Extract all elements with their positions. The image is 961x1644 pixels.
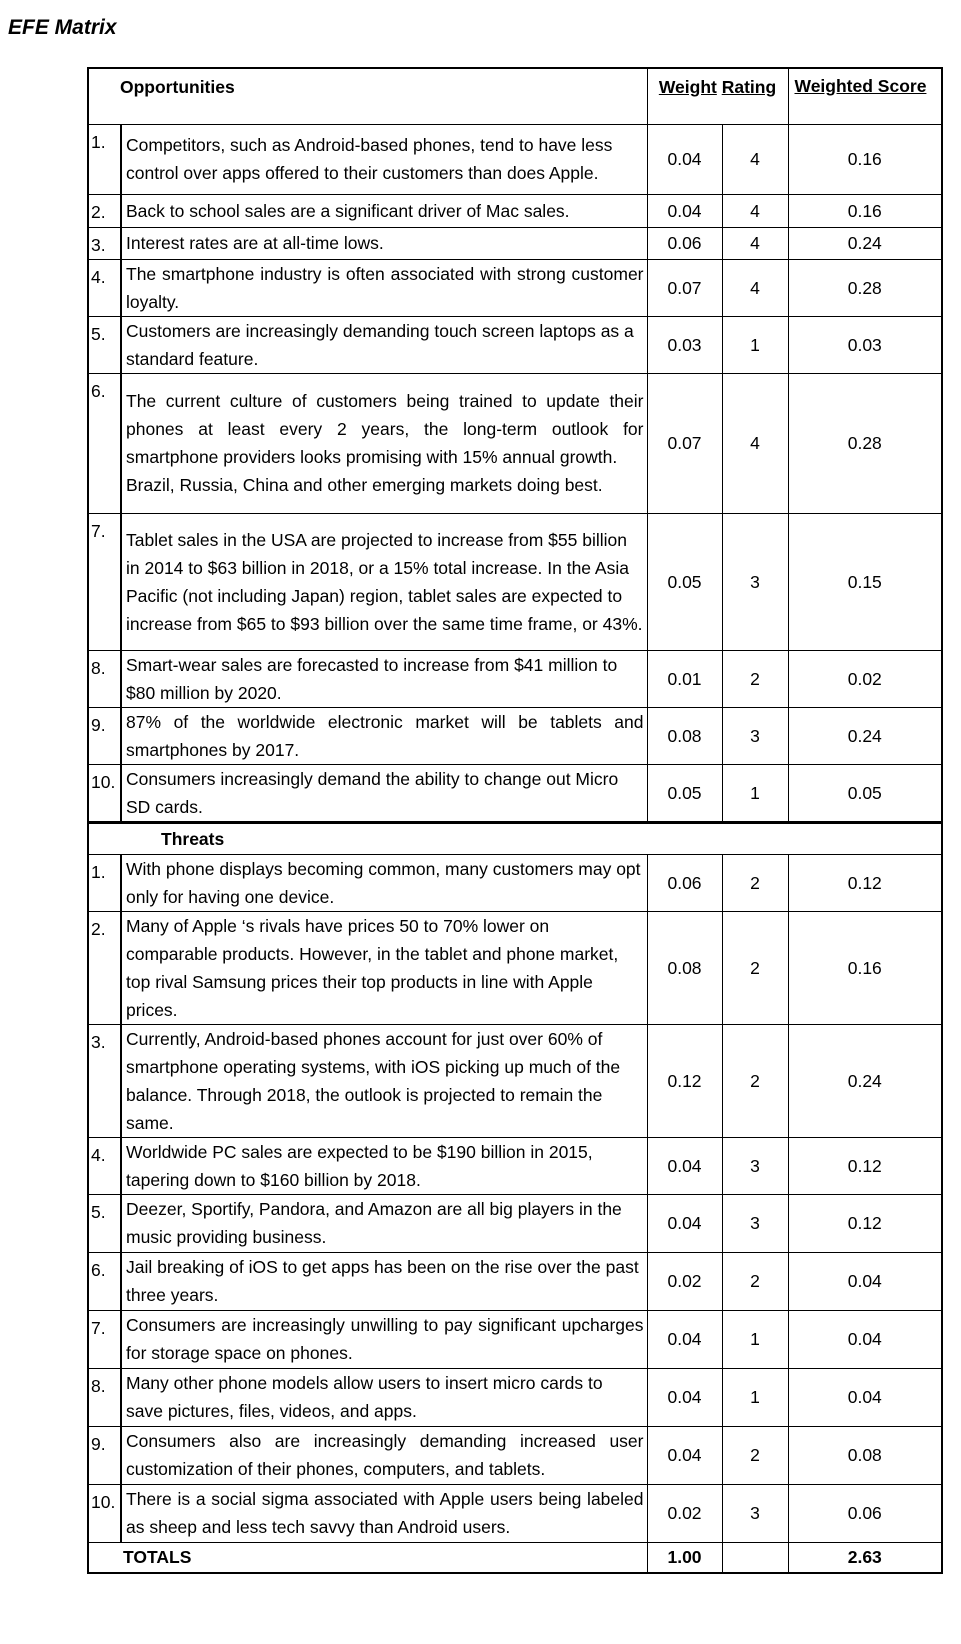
opportunity-weighted-score: 0.16 [788,124,942,194]
opportunity-rating: 4 [722,227,788,259]
threat-row [88,1194,942,1252]
opportunity-description [121,316,647,373]
threat-row [88,1137,942,1194]
threat-rating: 3 [722,1194,788,1252]
opportunity-text: Consumers increasingly demand the ability to change out Micro SD cards. [126,768,619,817]
threat-weight: 0.04 [647,1310,722,1368]
threat-number: 6. [88,1252,121,1310]
threat-description [121,911,647,1024]
opportunity-description [121,764,647,822]
threat-weight: 0.08 [647,911,722,1024]
opportunity-number: 5. [88,316,121,373]
threat-weight: 0.06 [647,854,722,911]
threat-weighted-score: 0.24 [788,1024,942,1137]
opportunity-rating: 4 [722,194,788,227]
threat-description [121,1194,647,1252]
opportunity-weight: 0.01 [647,650,722,707]
opportunity-description [121,650,647,707]
opportunity-weight: 0.07 [647,259,722,316]
opportunity-description [121,513,647,650]
threat-description [121,854,647,911]
efe-matrix-table [87,67,943,1574]
opportunity-rating: 1 [722,764,788,822]
opportunity-number: 3. [88,227,121,259]
threats-header [88,822,942,854]
opportunity-rating: 2 [722,650,788,707]
weight-label: Weight [658,77,717,97]
opportunities-header [88,68,647,124]
opportunity-weight: 0.08 [647,707,722,764]
opportunity-rating: 4 [722,259,788,316]
threat-rating: 1 [722,1368,788,1426]
threat-number: 9. [88,1426,121,1484]
threat-text: Many of Apple ‘s rivals have prices 50 to 70% lower on comparable products. However, in the tablet and phone market, top rival Samsung prices their top products in line with Apple prices. [126,915,619,1020]
rating-label: Rating [721,77,777,97]
threat-weighted-score: 0.12 [788,1194,942,1252]
opportunity-weight: 0.04 [647,194,722,227]
threat-row [88,1024,942,1137]
opportunity-row [88,194,942,227]
opportunity-weighted-score: 0.24 [788,227,942,259]
opportunity-weighted-score: 0.28 [788,373,942,513]
threat-description [121,1024,647,1137]
threat-text: There is a social sigma associated with Apple users being labeled as sheep and less tech savvy than Android users. [126,1489,644,1537]
threat-text: Many other phone models allow users to insert micro cards to save pictures, files, videos, and apps. [126,1373,603,1421]
threats-label: Threats [161,828,225,849]
opportunity-row [88,259,942,316]
threat-description [121,1137,647,1194]
threat-text: Currently, Android-based phones account for just over 60% of smartphone operating systems, with iOS picking up much of the balance. Through 2018, the outlook is projected to remain the same. [126,1028,621,1133]
threat-description [121,1484,647,1542]
opportunity-text: Competitors, such as Android-based phones, tend to have less control over apps offered to their customers than does Apple. [126,135,613,183]
opportunity-weight: 0.05 [647,513,722,650]
opportunity-description [121,227,647,259]
threat-weight: 0.04 [647,1368,722,1426]
opportunity-number: 2. [88,194,121,227]
threat-weighted-score: 0.06 [788,1484,942,1542]
threats-header-row [88,822,942,854]
threat-weighted-score: 0.04 [788,1310,942,1368]
opportunity-weighted-score: 0.16 [788,194,942,227]
threat-text: Deezer, Sportify, Pandora, and Amazon are all big players in the music providing business. [126,1199,622,1247]
header-row [88,68,942,124]
threat-text: Consumers also are increasingly demanding increased user customization of their phones, computers, and tablets. [126,1431,644,1479]
threat-weight: 0.12 [647,1024,722,1137]
threat-rating: 2 [722,911,788,1024]
threat-number: 1. [88,854,121,911]
opportunity-row [88,227,942,259]
threat-number: 3. [88,1024,121,1137]
threat-text: Jail breaking of iOS to get apps has been on the rise over the past three years. [126,1257,639,1305]
threat-number: 10. [88,1484,121,1542]
opportunity-text: The current culture of customers being trained to update their phones at least every 2 years, the long-term outlook for smartphone providers looks promising with 15% annual growth. [126,391,644,467]
threat-text: With phone displays becoming common, many customers may opt only for having one device. [126,858,641,907]
threat-weighted-score: 0.12 [788,854,942,911]
threat-weighted-score: 0.08 [788,1426,942,1484]
opportunity-description [121,194,647,227]
threat-row [88,1252,942,1310]
threat-description [121,1368,647,1426]
threat-row [88,911,942,1024]
weighted-score-header [788,68,942,124]
threat-weighted-score: 0.16 [788,911,942,1024]
opportunity-text: Smart-wear sales are forecasted to increase from $41 million to $80 million by 2020. [126,654,618,703]
threat-weight: 0.02 [647,1484,722,1542]
opportunity-number: 4. [88,259,121,316]
opportunity-description [121,124,647,194]
threat-rating: 3 [722,1137,788,1194]
opportunity-row [88,316,942,373]
opportunity-number: 6. [88,373,121,513]
opportunity-text: Tablet sales in the USA are projected to increase from $55 billion in 2014 to $63 billion in 2018, or a 15% total increase. In the Asia Pacific (not including Japan) region, tablet sales are expected to increase from $65 to $93 billion over the same time frame, or 43%. [126,529,643,634]
opportunity-description [121,259,647,316]
opportunity-weight: 0.04 [647,124,722,194]
threat-row [88,1484,942,1542]
threat-description [121,1252,647,1310]
threat-number: 4. [88,1137,121,1194]
threat-number: 7. [88,1310,121,1368]
opportunity-text: Back to school sales are a significant driver of Mac sales. [126,200,570,221]
threat-description [121,1426,647,1484]
page-title: EFE Matrix [8,16,117,39]
opportunity-rating: 4 [722,124,788,194]
opportunity-weight: 0.03 [647,316,722,373]
opportunity-rating: 3 [722,707,788,764]
opportunity-row [88,650,942,707]
opportunity-weighted-score: 0.28 [788,259,942,316]
opportunity-rating: 3 [722,513,788,650]
opportunity-row [88,373,942,513]
opportunity-weighted-score: 0.02 [788,650,942,707]
opportunity-weighted-score: 0.03 [788,316,942,373]
threat-number: 5. [88,1194,121,1252]
opportunity-weighted-score: 0.24 [788,707,942,764]
threat-weighted-score: 0.04 [788,1368,942,1426]
opportunity-text-extra: Brazil, Russia, China and other emerging markets doing best. [126,475,603,495]
threat-weight: 0.02 [647,1252,722,1310]
opportunity-number: 7. [88,513,121,650]
opportunity-text: Interest rates are at all-time lows. [126,233,384,253]
totals-label: TOTALS [88,1542,647,1573]
threat-description [121,1310,647,1368]
opportunity-weighted-score: 0.15 [788,513,942,650]
threat-weighted-score: 0.04 [788,1252,942,1310]
opportunity-description [121,707,647,764]
opportunity-number: 10. [88,764,121,822]
threat-text: Consumers are increasingly unwilling to pay significant upcharges for storage space on phones. [126,1315,644,1363]
opportunity-weight: 0.06 [647,227,722,259]
opportunity-text: 87% of the worldwide electronic market will be tablets and smartphones by 2017. [126,711,644,760]
opportunity-weight: 0.07 [647,373,722,513]
threat-weighted-score: 0.12 [788,1137,942,1194]
threat-rating: 3 [722,1484,788,1542]
threat-row [88,854,942,911]
threat-row [88,1310,942,1368]
weighted-score-label: Weighted Score [794,76,927,96]
opportunities-label: Opportunities [120,77,235,97]
opportunity-text: Customers are increasingly demanding touch screen laptops as a standard feature. [126,320,634,369]
threat-row [88,1426,942,1484]
opportunity-rating: 4 [722,373,788,513]
threat-rating: 1 [722,1310,788,1368]
totals-weight: 1.00 [647,1542,722,1573]
threat-row [88,1368,942,1426]
opportunity-rating: 1 [722,316,788,373]
opportunity-row [88,513,942,650]
threat-number: 2. [88,911,121,1024]
opportunity-weighted-score: 0.05 [788,764,942,822]
totals-rating-empty [722,1542,788,1573]
opportunity-number: 9. [88,707,121,764]
opportunity-row [88,124,942,194]
opportunity-number: 8. [88,650,121,707]
threat-weight: 0.04 [647,1194,722,1252]
opportunity-row [88,764,942,822]
totals-weighted-score: 2.63 [788,1542,942,1573]
opportunity-text: The smartphone industry is often associated with strong customer loyalty. [126,263,644,312]
opportunity-weight: 0.05 [647,764,722,822]
threat-rating: 2 [722,854,788,911]
threat-text: Worldwide PC sales are expected to be $190 billion in 2015, tapering down to $160 billion by 2018. [126,1141,593,1190]
threat-weight: 0.04 [647,1137,722,1194]
threat-weight: 0.04 [647,1426,722,1484]
threat-rating: 2 [722,1426,788,1484]
threat-rating: 2 [722,1024,788,1137]
threat-number: 8. [88,1368,121,1426]
weight-rating-header [647,68,788,124]
opportunity-row [88,707,942,764]
opportunity-description [121,373,647,513]
totals-row [88,1542,942,1573]
threat-rating: 2 [722,1252,788,1310]
opportunity-number: 1. [88,124,121,194]
